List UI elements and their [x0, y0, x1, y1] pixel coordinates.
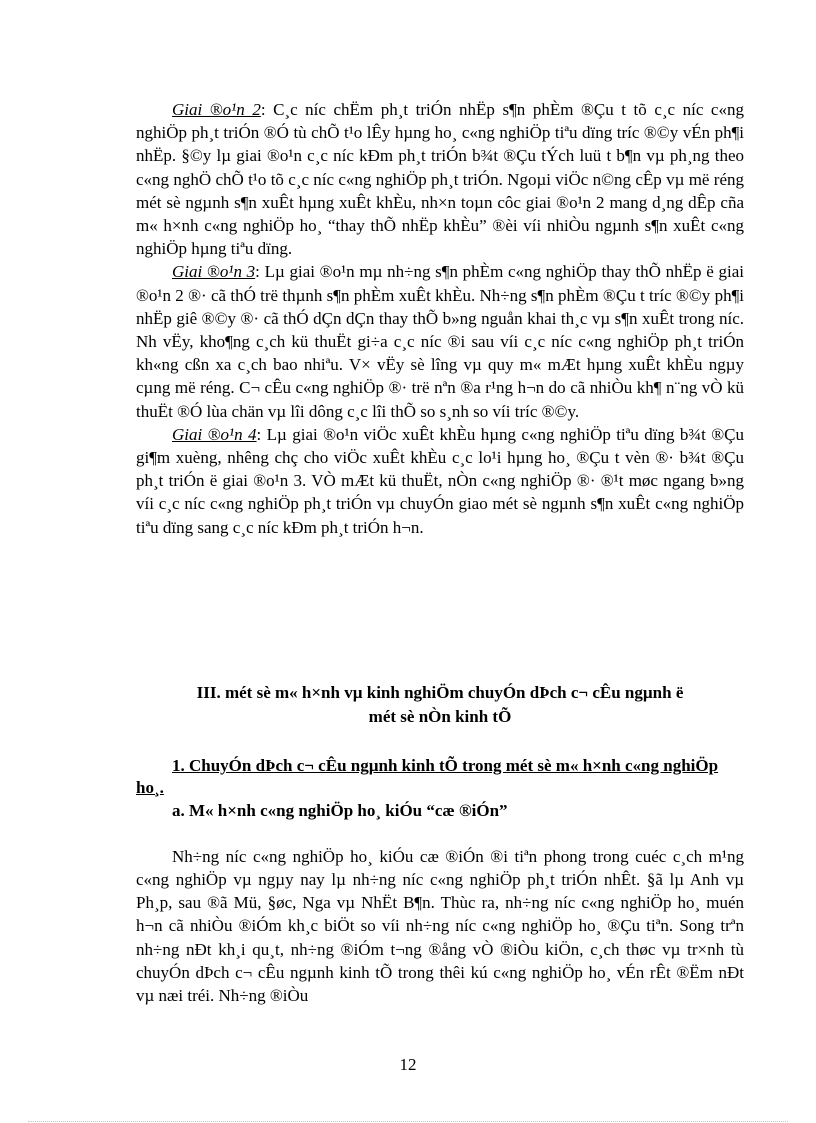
subheading-2: a. M« h×nh c«ng nghiÖp ho¸ kiÓu “cæ ®iÓn” — [172, 800, 508, 820]
body-paragraph: Nh÷ng níc c«ng nghiÖp ho¸ kiÓu cæ ®iÓn ®i tiªn phong trong cuéc c¸ch m¹ng c«ng nghiÖp vµ ngµy nay lµ nh÷ng níc c«ng nghiÖp ph¸t triÓn nhÊt. §ã lµ Anh vµ Ph¸p, sau ®ã Mü, §øc, Nga vµ NhËt B¶n. Thùc ra, nh÷ng níc c«ng nghiÖp ho¸ muén h¬n cã nhiÒu ®iÓm kh¸c biÖt so víi nh÷ng níc c«ng nghiÖp ho¸ ®Çu tiªn. Song trªn nh÷ng nÐt kh¸i qu¸t, nh÷ng ®iÓm t¬ng ®ång vÒ ®iÒu kiÖn, c¸ch thøc vµ tr×nh tù chuyÓn dÞch c¬ cÊu ngµnh kinh tÕ trong thêi kú c«ng nghiÖp ho¸ vÉn rÊt ®Ëm nÐt vµ næi tréi. Nh÷ng ®iÒu — [136, 846, 744, 1006]
stage-3-lead: Giai ®o¹n 3 — [172, 262, 256, 282]
stage-4-lead: Giai ®o¹n 4 — [172, 424, 257, 444]
stage-3-text: : Lµ giai ®o¹n mµ nh÷ng s¶n phÈm c«ng nghiÖp thay thÕ nhËp ë giai ®o¹n 2 ®· cã thÓ trë thµnh s¶n phÈm xuÊt khÈu. Nh÷ng s¶n phÈm ®Çu t tríc ®©y ph¶i nhËp giê ®©y ®· cã thÓ dÇn dÇn thay thÕ b»ng nguån khai th¸c vµ s¶n xuÊt trong níc. Nh vËy, kho¶ng c¸ch kü thuËt gi÷a c¸c níc ®i sau víi c¸c níc c«ng nghiÖp ph¸t triÓn kh«ng cßn xa c¸ch bao nhiªu. V× vËy sè lîng vµ quy m« mÆt hµng xuÊt khÈu ngµy cµng më réng. C¬ cÊu c«ng nghiÖp ®· trë nªn ®a r¹ng h¬n do cã nhiÒu kh¶ n¨ng vÒ kü thuËt ®Ó lùa chän vµ lîi dông c¸c lîi thÕ so s¸nh so víi tríc ®©y. — [136, 262, 744, 421]
paragraph-stage-2 — [136, 98, 744, 260]
spacer — [136, 823, 744, 845]
section-heading-line-2: mét sè nÒn kinh tÕ — [368, 706, 512, 726]
page-number: 12 — [399, 1055, 417, 1074]
stage-2-text: : C¸c níc chËm ph¸t triÓn nhËp s¶n phÈm ®Çu t tõ c¸c níc c«ng nghiÖp ph¸t triÓn ®Ó tù chÕ t¹o lÊy hµng ho¸ c«ng nghiÖp tiªu dïng tríc ®©y vÉn ph¶i nhËp. §©y lµ giai ®o¹n c¸c níc kÐm ph¸t triÓn b¾t ®Çu tÝch luü t b¶n vµ ph¸ng theo c«ng nghÖ chÕ t¹o tõ c¸c níc c«ng nghiÖp ph¸t triÓn. Ngoµi viÖc n©ng cÊp vµ më réng mét sè ngµnh s¶n xuÊt hµng xuÊt khÈu, nh×n toµn côc giai ®o¹n 2 mang d¸ng dÊp cña m« h×nh c«ng nghiÖp ho¸ “thay thÕ nhËp khÈu” ®èi víi nhiÒu ngµnh s¶n xuÊt c«ng nghiÖp hµng tiªu dïng. — [136, 100, 744, 259]
stage-4-text: : Lµ giai ®o¹n viÖc xuÊt khÈu hµng c«ng nghiÖp tiªu dïng b¾t ®Çu gi¶m xuèng, nhêng chç cho viÖc xuÊt khÈu c¸c lo¹i hµng ho¸ ®Çu t vèn ®· b¾t ®Çu ph¸t triÓn ë giai ®o¹n 3. VÒ mÆt kü thuËt, nÒn c«ng nghiÖp ®· ®¹t møc ngang b»ng víi c¸c níc c«ng nghiÖp ph¸t triÓn vµ chuyÓn giao mét sè ngµnh s¶n xuÊt c«ng nghiÖp tiªu dïng sang c¸c níc kÐm ph¸t triÓn h¬n. — [136, 424, 744, 537]
document-page — [136, 98, 744, 1007]
spacer — [136, 729, 744, 755]
paragraph-stage-3 — [136, 260, 744, 422]
stage-2-lead: Giai ®o¹n 2 — [172, 100, 261, 119]
section-heading-line-1: III. mét sè m« h×nh vµ kinh nghiÖm chuyÓn dÞch c¬ cÊu ngµnh ë — [196, 682, 684, 702]
subheading-1: 1. ChuyÓn dÞch c¬ cÊu ngµnh kinh tÕ trong mét sè m« h×nh c«ng nghiÖp ho¸. — [136, 755, 719, 797]
page-bottom-divider — [28, 1121, 788, 1122]
spacer — [136, 539, 744, 681]
paragraph-stage-4 — [136, 423, 744, 539]
